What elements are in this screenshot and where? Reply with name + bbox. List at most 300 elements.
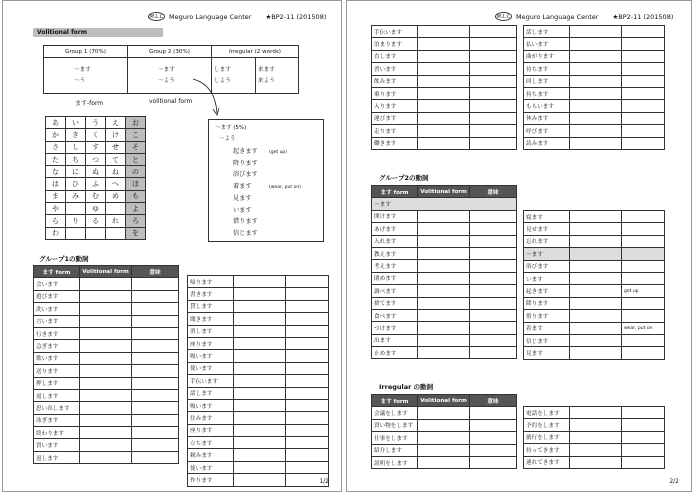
page-number: 1/2 (319, 478, 329, 485)
meaning-cell (470, 285, 517, 297)
verb-cell: 泊まります (372, 38, 418, 50)
volitional-cell (234, 424, 286, 436)
kana-cell: れ (106, 215, 126, 227)
kana-cell: せ (106, 141, 126, 153)
volitional-cell (234, 387, 286, 399)
volitional-cell (418, 235, 470, 247)
volitional-cell (418, 322, 470, 334)
meaning-cell (470, 407, 517, 419)
col-vol: Volitional form (418, 186, 470, 198)
table-row (188, 288, 329, 300)
volitional-cell (570, 87, 622, 99)
volitional-cell (234, 276, 286, 288)
volitional-cell (570, 310, 622, 322)
kana-row (46, 227, 146, 239)
g1-masu: ～ます (74, 66, 91, 73)
table-row (524, 75, 665, 87)
table-row (372, 137, 517, 149)
volitional-cell (80, 290, 132, 302)
page-number-2: 2/2 (669, 478, 679, 485)
volitional-cell (80, 402, 132, 414)
g2box-bot: ～よう (219, 136, 236, 142)
table-row (524, 38, 665, 50)
table-row (34, 352, 179, 364)
volitional-cell (418, 210, 470, 222)
verb-cell: 信じます (524, 334, 570, 346)
meaning-cell (470, 100, 517, 112)
kana-row (46, 178, 146, 190)
volitional-cell (570, 407, 622, 419)
meaning-cell (622, 310, 665, 322)
volitional-cell (80, 327, 132, 339)
group2-table-left (371, 185, 517, 359)
g2-verb: います (233, 206, 252, 214)
col-meaning: 意味 (470, 395, 517, 407)
volitional-cell (80, 365, 132, 377)
meaning-cell (286, 375, 329, 387)
volitional-cell (570, 38, 622, 50)
volitional-cell (418, 347, 470, 359)
verb-cell: 洗います (34, 303, 80, 315)
kana-cell: か (46, 129, 66, 141)
table-row (524, 211, 665, 223)
kana-cell: や (46, 203, 66, 215)
meaning-cell (286, 424, 329, 436)
verb-cell: 歌います (34, 352, 80, 364)
col-meaning: 意味 (132, 266, 179, 278)
g2-verb: 借ります (233, 218, 258, 226)
volitional-cell (80, 352, 132, 364)
kana-row (46, 203, 146, 215)
table-row (188, 375, 329, 387)
verb-cell: 使います (188, 362, 234, 374)
table-row (34, 402, 179, 414)
verb-cell: 持ちます (524, 87, 570, 99)
meaning-cell (622, 248, 665, 260)
g2-head: Group 2 (30%) (128, 46, 212, 58)
meaning-cell (622, 125, 665, 137)
volitional-cell (234, 375, 286, 387)
g2-verb: 着ます (233, 183, 252, 191)
verb-cell: 考えます (372, 260, 418, 272)
verb-cell: 遊びます (34, 290, 80, 302)
kana-cell: の (126, 166, 146, 178)
verb-cell: 返します (34, 389, 80, 401)
table-row (524, 50, 665, 62)
verb-cell: 出ます (372, 334, 418, 346)
volitional-cell (418, 75, 470, 87)
header (148, 12, 326, 21)
group1-table-left (33, 265, 179, 464)
meaning-cell (132, 352, 179, 364)
verb-cell: 食べます (372, 309, 418, 321)
table-row (188, 474, 329, 486)
kana-cell: て (106, 153, 126, 165)
group1-title: グループ1の動詞 (39, 255, 89, 263)
verb-cell: 働きます (372, 137, 418, 149)
col-meaning: 意味 (470, 186, 517, 198)
volitional-cell (80, 278, 132, 290)
verb-cell: 教えます (372, 247, 418, 259)
table-row (372, 272, 517, 284)
table-row (372, 87, 517, 99)
verb-cell: 話します (188, 387, 234, 399)
irr-head: Irregular (2 words) (212, 46, 299, 58)
table-row (34, 278, 179, 290)
volitional-cell (80, 414, 132, 426)
verb-cell: 聞きます (188, 313, 234, 325)
meaning-cell (470, 26, 517, 38)
kana-cell: ぬ (86, 166, 106, 178)
meaning-cell (286, 325, 329, 337)
verb-cell: 読みます (524, 137, 570, 149)
table-row (188, 276, 329, 288)
verb-cell: 紹介します (372, 444, 418, 456)
g1-head: Group 1 (70%) (44, 46, 128, 58)
verb-cell: 座ります (188, 424, 234, 436)
meaning-cell (470, 260, 517, 272)
volitional-cell (570, 137, 622, 149)
table-row (524, 87, 665, 99)
irregular-title: Irregular の動詞 (379, 383, 434, 391)
meaning-cell (622, 431, 665, 443)
kana-cell: る (86, 215, 106, 227)
meaning-cell (470, 444, 517, 456)
volitional-cell (570, 248, 622, 260)
volitional-cell (234, 325, 286, 337)
volitional-cell (418, 137, 470, 149)
verb-cell: 呼びます (524, 125, 570, 137)
table-row (524, 26, 665, 38)
irregular-table-left (371, 394, 517, 469)
label-masu-form: ます-form (75, 100, 104, 107)
verb-cell: あげます (372, 223, 418, 235)
meaning-cell (132, 303, 179, 315)
verb-cell: 書きます (188, 288, 234, 300)
table-row (524, 322, 665, 334)
table-row (372, 75, 517, 87)
meaning-cell (622, 50, 665, 62)
volitional-cell (418, 432, 470, 444)
table-row (524, 125, 665, 137)
g2box-list (233, 146, 258, 240)
verb-cell: 曲がります (524, 50, 570, 62)
meaning-cell (286, 300, 329, 312)
kana-cell: ま (46, 190, 66, 202)
kana-cell: ろ (126, 215, 146, 227)
meaning-cell (470, 272, 517, 284)
g2box-top: ～ます (5%) (215, 125, 247, 131)
volitional-cell (570, 223, 622, 235)
verb-cell: 開けます (372, 210, 418, 222)
meaning-cell (470, 87, 517, 99)
table-row (34, 315, 179, 327)
volitional-cell (570, 456, 622, 468)
volitional-cell (570, 272, 622, 284)
table-row (524, 63, 665, 75)
table-row (372, 419, 517, 431)
kana-cell: こ (126, 129, 146, 141)
verb-cell: 乗ります (372, 87, 418, 99)
table-row (188, 362, 329, 374)
meaning-cell (622, 272, 665, 284)
verb-cell: 運びます (372, 112, 418, 124)
verb-cell: 行きます (34, 327, 80, 339)
volitional-cell (418, 419, 470, 431)
verb-cell: 帰ります (188, 276, 234, 288)
meaning-cell (470, 112, 517, 124)
kana-row (46, 190, 146, 202)
volitional-cell (418, 87, 470, 99)
table-row (524, 407, 665, 419)
volitional-cell (418, 223, 470, 235)
verb-cell: 買います (34, 439, 80, 451)
table-row (524, 137, 665, 149)
kana-row (46, 153, 146, 165)
meaning-cell (286, 399, 329, 411)
verb-cell: 話します (524, 26, 570, 38)
table-row (524, 223, 665, 235)
table-row (372, 285, 517, 297)
table-row (34, 303, 179, 315)
kana-cell: め (106, 190, 126, 202)
volitional-cell (418, 297, 470, 309)
kana-cell: な (46, 166, 66, 178)
kana-cell: を (126, 227, 146, 239)
verb-cell: 手伝います (372, 26, 418, 38)
table-row (372, 38, 517, 50)
volitional-cell (234, 337, 286, 349)
volitional-cell (418, 260, 470, 272)
table-row (524, 112, 665, 124)
meaning-cell (622, 260, 665, 272)
meaning-cell (622, 235, 665, 247)
volitional-cell (418, 334, 470, 346)
irregular-table-right (523, 406, 665, 469)
kana-cell: へ (106, 178, 126, 190)
kana-cell: ほ (126, 178, 146, 190)
table-row (524, 297, 665, 309)
meaning-cell (286, 350, 329, 362)
volitional-cell (570, 285, 622, 297)
verb-cell: 説明をします (372, 456, 418, 468)
table-row (34, 414, 179, 426)
table-row (188, 337, 329, 349)
kana-cell: う (86, 117, 106, 129)
verb-cell: 捨てます (372, 297, 418, 309)
kana-row (46, 141, 146, 153)
table-row (372, 50, 517, 62)
meaning-cell (622, 100, 665, 112)
meaning-cell (470, 419, 517, 431)
volitional-cell (418, 247, 470, 259)
table-row (188, 399, 329, 411)
table-row (34, 427, 179, 439)
kana-cell: ら (46, 215, 66, 227)
table-row (34, 365, 179, 377)
g2-verb: 見ます (233, 194, 252, 202)
kana-row (46, 117, 146, 129)
meaning-cell (286, 313, 329, 325)
volitional-cell (570, 100, 622, 112)
meaning-cell (286, 362, 329, 374)
kana-cell: よ (126, 203, 146, 215)
volitional-cell (418, 50, 470, 62)
volitional-cell (234, 362, 286, 374)
volitional-cell (418, 125, 470, 137)
meaning-cell (470, 38, 517, 50)
verb-cell: 浴びます (524, 260, 570, 272)
table-row (372, 322, 517, 334)
verb-cell: 言います (34, 315, 80, 327)
table-row (188, 300, 329, 312)
group1-table-right (187, 275, 329, 487)
g2-verb: 降ります (233, 159, 258, 167)
verb-cell: 連れてきます (524, 456, 570, 468)
table-row (524, 235, 665, 247)
table-row (188, 461, 329, 473)
irr2-vol: 来よう (258, 77, 275, 84)
meaning-cell: get up (622, 285, 665, 297)
verb-cell: 仕事をします (372, 432, 418, 444)
meaning-cell (132, 402, 179, 414)
header-2 (495, 12, 673, 21)
meaning-cell (286, 337, 329, 349)
volitional-cell (570, 297, 622, 309)
verb-cell: 泳ぎます (34, 414, 80, 426)
volitional-cell (234, 474, 286, 486)
meaning-cell (132, 389, 179, 401)
verb-cell: 旅行をします (524, 431, 570, 443)
table-row (372, 247, 517, 259)
school-name: Meguro Language Center (169, 12, 252, 21)
meaning-cell (470, 210, 517, 222)
kana-cell: も (126, 190, 146, 202)
g2-vol: ～よう (158, 77, 175, 84)
verb-cell: 持ってきます (524, 444, 570, 456)
volitional-cell (234, 412, 286, 424)
note-wear: (wear, put on) (269, 185, 301, 190)
volitional-cell (418, 26, 470, 38)
table-row (188, 387, 329, 399)
volitional-cell (234, 288, 286, 300)
verb-cell: 見ます (524, 347, 570, 359)
group2-table-right (523, 210, 665, 360)
table-row (188, 325, 329, 337)
meaning-cell (132, 377, 179, 389)
verb-cell: 作ります (188, 474, 234, 486)
table-row (372, 100, 517, 112)
verb-cell: ～ます (524, 248, 570, 260)
table-row (524, 272, 665, 284)
meaning-cell (132, 290, 179, 302)
volitional-cell (418, 38, 470, 50)
page-2 (346, 0, 692, 492)
volitional-cell (418, 407, 470, 419)
table-row (34, 389, 179, 401)
table-row (188, 437, 329, 449)
meaning-cell (286, 387, 329, 399)
kana-cell: く (86, 129, 106, 141)
meaning-cell (286, 276, 329, 288)
volitional-cell (570, 211, 622, 223)
kana-cell: ち (66, 153, 86, 165)
meaning-cell (622, 223, 665, 235)
table-row (524, 285, 665, 297)
col-vol: Volitional form (80, 266, 132, 278)
verb-cell: 消します (188, 325, 234, 337)
volitional-cell (570, 112, 622, 124)
verb-cell: 返します (34, 451, 80, 463)
table-row (524, 347, 665, 359)
table-row (188, 313, 329, 325)
volitional-cell (570, 50, 622, 62)
table-row (524, 310, 665, 322)
verb-cell: 住みます (188, 412, 234, 424)
table-row (34, 451, 179, 463)
meaning-cell (470, 456, 517, 468)
verb-cell: 借ります (524, 310, 570, 322)
g2-verb: 浴びます (233, 171, 258, 179)
volitional-cell (80, 377, 132, 389)
meaning-cell (470, 50, 517, 62)
kana-cell: み (66, 190, 86, 202)
meaning-cell (622, 456, 665, 468)
g2-verb: 起きます (233, 148, 258, 155)
verb-cell: 押します (34, 377, 80, 389)
kana-cell: た (46, 153, 66, 165)
volitional-cell (570, 26, 622, 38)
kana-cell: お (126, 117, 146, 129)
verb-cell: 降ります (524, 297, 570, 309)
table-row (372, 456, 517, 468)
verb-cell: 走ります (372, 125, 418, 137)
meaning-cell (132, 365, 179, 377)
table-row (34, 327, 179, 339)
verb-cell: 飲みます (372, 75, 418, 87)
verb-cell: 急ぎます (34, 340, 80, 352)
meaning-cell (470, 432, 517, 444)
table-row (524, 431, 665, 443)
verb-cell: 会議をします (372, 407, 418, 419)
volitional-cell (570, 419, 622, 431)
table-row (524, 456, 665, 468)
table-row (34, 340, 179, 352)
meaning-cell (470, 235, 517, 247)
volitional-cell (234, 437, 286, 449)
meaning-cell (622, 211, 665, 223)
irr1-vol: しよう (214, 77, 231, 84)
volitional-cell (418, 100, 470, 112)
meaning-cell (470, 75, 517, 87)
table-row (188, 412, 329, 424)
volitional-cell (570, 347, 622, 359)
meaning-cell (622, 26, 665, 38)
verb-cell: 直します (372, 50, 418, 62)
table-row (524, 260, 665, 272)
meaning-cell (622, 112, 665, 124)
table-row (372, 432, 517, 444)
verb-cell: 座ります (188, 337, 234, 349)
verb-cell: 着ます (524, 322, 570, 334)
volitional-cell (80, 389, 132, 401)
kana-cell: む (86, 190, 106, 202)
verb-cell: 会います (34, 278, 80, 290)
volitional-cell (418, 444, 470, 456)
table-row (372, 309, 517, 321)
meaning-cell (470, 223, 517, 235)
g2-verb: 信じます (233, 229, 258, 237)
